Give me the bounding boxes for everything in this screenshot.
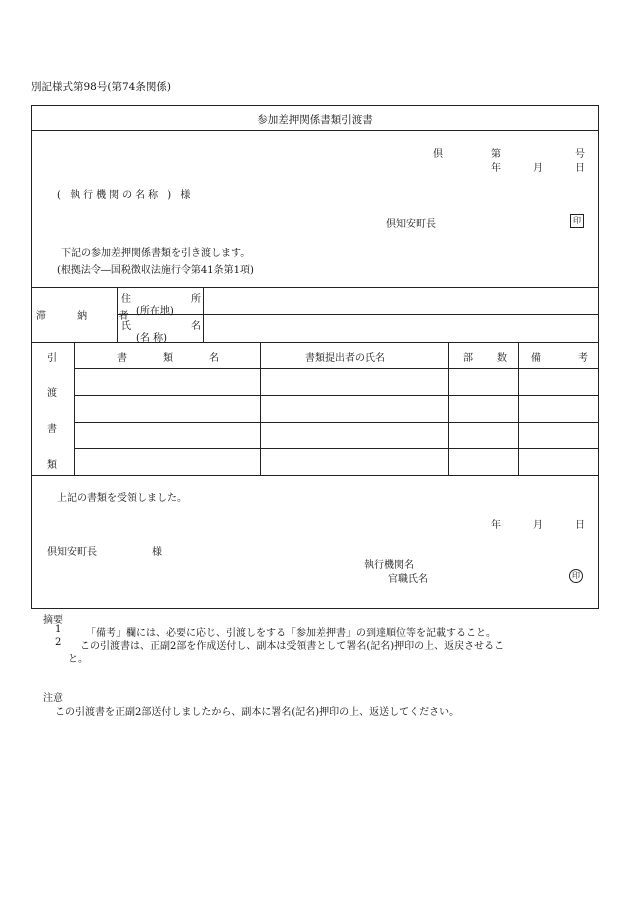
receipt-sama: 様 bbox=[152, 547, 162, 558]
issue-year-label: 年 bbox=[491, 163, 501, 174]
name-label-2: 名 bbox=[191, 321, 201, 332]
docs-bottom-line bbox=[31, 475, 599, 476]
col-header-type-b: 類 bbox=[163, 353, 173, 364]
receiver-seal-icon: 印 bbox=[569, 569, 583, 583]
form-reference: 別記様式第98号(第74条関係) bbox=[31, 81, 171, 93]
receipt-to: 倶知安町長 bbox=[47, 547, 97, 558]
docs-row-line-1 bbox=[74, 395, 599, 396]
col-header-submitter: 書類提出者の氏名 bbox=[305, 353, 385, 364]
title-divider bbox=[31, 130, 599, 131]
taxpayer-v2 bbox=[203, 287, 204, 342]
receipt-month-label: 月 bbox=[533, 520, 543, 531]
doc-number-prefix: 倶 bbox=[433, 149, 443, 160]
note-2-text-line-2: と。 bbox=[68, 654, 88, 665]
side-label-2: 渡 bbox=[47, 388, 57, 399]
side-label-1: 引 bbox=[47, 353, 57, 364]
name-label-1: 氏 bbox=[121, 321, 131, 332]
receipt-day-label: 日 bbox=[575, 520, 585, 531]
issue-month-label: 月 bbox=[533, 163, 543, 174]
docs-row-line-2 bbox=[74, 422, 599, 423]
docs-v3 bbox=[448, 342, 449, 475]
notes-title: 摘要 bbox=[43, 615, 63, 626]
docs-v2 bbox=[260, 342, 261, 475]
col-header-type-a: 書 bbox=[117, 353, 127, 364]
issue-day-label: 日 bbox=[575, 163, 585, 174]
docs-v4 bbox=[518, 342, 519, 475]
official-name-label: 官職氏名 bbox=[388, 574, 428, 585]
docs-top-line bbox=[31, 342, 599, 343]
col-header-count-b: 数 bbox=[497, 353, 507, 364]
docs-row-line-3 bbox=[74, 448, 599, 449]
addressee: ( 執行機関の名称 ) 様 bbox=[57, 190, 194, 201]
address-label-2: 所 bbox=[191, 294, 201, 305]
issuer-name: 倶知安町長 bbox=[386, 219, 436, 230]
taxpayer-label: 滞 納 者 bbox=[36, 311, 143, 322]
doc-number-go: 号 bbox=[575, 149, 585, 160]
side-label-4: 類 bbox=[47, 460, 57, 471]
side-label-3: 書 bbox=[47, 424, 57, 435]
note-2-text-line-1: この引渡書は、正副2部を作成送付し、副本は受領書として署名(記名)押印の上、返戻させるこ bbox=[80, 641, 505, 652]
docs-header-line bbox=[74, 368, 599, 369]
issuer-seal-icon: 印 bbox=[570, 214, 584, 228]
note-2-number: 2 bbox=[55, 637, 62, 648]
doc-number-dai: 第 bbox=[491, 149, 501, 160]
intro-line-2: (根拠法令―国税徴収法施行令第41条第1項) bbox=[57, 265, 254, 276]
col-header-count-a: 部 bbox=[463, 353, 473, 364]
taxpayer-middle-line bbox=[117, 314, 599, 315]
executing-org-label: 執行機関名 bbox=[364, 560, 414, 571]
receipt-year-label: 年 bbox=[491, 520, 501, 531]
note-1-number: 1 bbox=[55, 624, 62, 635]
name-sub-label: (名 称) bbox=[136, 333, 167, 344]
receipt-text: 上記の書類を受領しました。 bbox=[57, 493, 187, 504]
form-title: 参加差押関係書類引渡書 bbox=[257, 114, 373, 126]
caution-text: この引渡書を正副2部送付しましたから、副本に署名(記名)押印の上、返送してください。 bbox=[55, 707, 460, 718]
docs-v1 bbox=[74, 342, 75, 475]
col-header-remarks-a: 備 bbox=[531, 353, 541, 364]
note-1-text: 「備考」欄には、必要に応じ、引渡しをする「参加差押書」の到達順位等を記載すること。 bbox=[86, 628, 496, 639]
col-header-type-c: 名 bbox=[209, 353, 219, 364]
address-label-1: 住 bbox=[121, 294, 131, 305]
col-header-remarks-b: 考 bbox=[578, 353, 588, 364]
intro-line-1: 下記の参加差押関係書類を引き渡します。 bbox=[61, 248, 251, 259]
address-sub-label: (所在地) bbox=[136, 306, 174, 317]
caution-title: 注意 bbox=[43, 693, 63, 704]
